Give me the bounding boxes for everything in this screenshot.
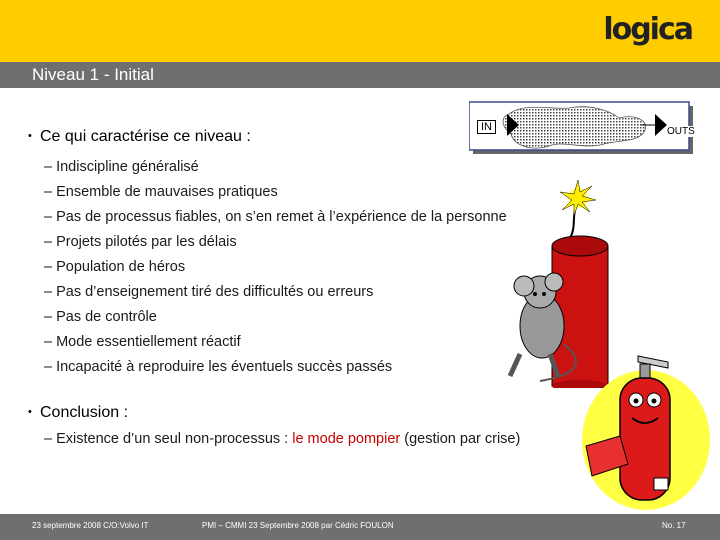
main-content bbox=[28, 126, 588, 452]
logica-logo: logica bbox=[603, 12, 692, 47]
conclusion-text-before: Existence d’un seul non-processus : bbox=[56, 431, 293, 447]
conclusion-text-after: (gestion par crise) bbox=[400, 431, 521, 447]
footer-title: PMI – CMMI 23 Septembre 2008 par Cédric FOULON bbox=[202, 521, 394, 530]
out-label: OUTS bbox=[667, 126, 695, 137]
header-bar bbox=[0, 0, 720, 62]
list-item: – Incapacité à reproduire les éventuels succès passés bbox=[44, 359, 393, 375]
footer-date: 23 septembre 2008 C/O:Volvo IT bbox=[32, 521, 149, 530]
list-item-text: Indiscipline généralisé bbox=[56, 159, 199, 175]
list-item: – Pas de processus fiables, on s’en remet à l’expérience de la personne bbox=[44, 209, 507, 225]
bullet-characteristics: • Ce qui caractérise ce niveau : bbox=[28, 128, 251, 145]
list-item: – Projets pilotés par les délais bbox=[44, 234, 237, 250]
list-item-text: Pas de processus fiables, on s’en remet à l’expérience de la personne bbox=[56, 209, 507, 225]
conclusion-highlight: le mode pompier bbox=[292, 431, 401, 447]
list-item-text: Ensemble de mauvaises pratiques bbox=[56, 184, 278, 200]
bullet-characteristics-text: Ce qui caractérise ce niveau : bbox=[40, 128, 251, 145]
bullet-conclusion-text: Conclusion : bbox=[40, 404, 129, 421]
conclusion-item: – Existence d’un seul non-processus : le mode pompier (gestion par crise) bbox=[44, 431, 521, 447]
list-item-text: Incapacité à reproduire les éventuels succès passés bbox=[56, 359, 393, 375]
list-item: – Mode essentiellement réactif bbox=[44, 334, 241, 350]
list-item: – Pas d’enseignement tiré des difficultés ou erreurs bbox=[44, 284, 374, 300]
list-item: – Ensemble de mauvaises pratiques bbox=[44, 184, 278, 200]
in-label: IN bbox=[477, 120, 496, 134]
slide-title: Niveau 1 - Initial bbox=[32, 65, 154, 84]
list-item-text: Pas de contrôle bbox=[56, 309, 157, 325]
list-item: – Indiscipline généralisé bbox=[44, 159, 199, 175]
title-bar bbox=[0, 62, 720, 88]
bullet-conclusion: • Conclusion : bbox=[28, 404, 129, 421]
list-item-text: Mode essentiellement réactif bbox=[56, 334, 241, 350]
list-item: – Pas de contrôle bbox=[44, 309, 157, 325]
slide-number: No. 17 bbox=[662, 521, 686, 530]
fire-extinguisher-illustration bbox=[568, 346, 714, 517]
list-item-text: Pas d’enseignement tiré des difficultés ou erreurs bbox=[56, 284, 374, 300]
list-item-text: Population de héros bbox=[56, 259, 186, 275]
list-item: – Population de héros bbox=[44, 259, 186, 275]
list-item-text: Projets pilotés par les délais bbox=[56, 234, 237, 250]
footer-bar bbox=[0, 514, 720, 540]
